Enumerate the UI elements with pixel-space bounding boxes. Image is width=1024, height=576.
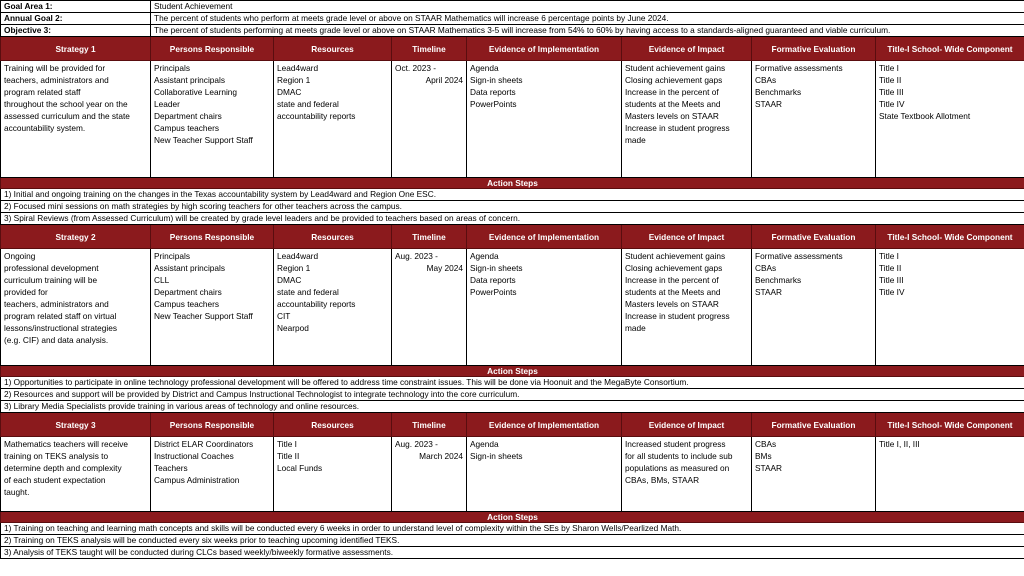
evidence-of-implementation-line: PowerPoints: [470, 287, 517, 297]
title-one-component-cell: [876, 61, 1024, 178]
resources-line: Title I: [277, 439, 297, 449]
formative-evaluation-line: STAAR: [755, 99, 783, 109]
strategy-body-row: [1, 249, 1024, 366]
formative-evaluation-line: BMs: [755, 451, 772, 461]
formative-evaluation-cell: [752, 249, 876, 366]
column-header-evidence-of-implementation: Evidence of Implementation: [467, 225, 622, 249]
persons-responsible-line: Campus teachers: [154, 123, 220, 133]
title-one-component-line: Title I, II, III: [879, 439, 920, 449]
persons-responsible-cell: [151, 61, 274, 178]
evidence-of-impact-line: Increase in student progress: [625, 123, 730, 133]
action-steps-label: Action Steps: [1, 178, 1024, 189]
action-steps-header-row: [1, 512, 1024, 523]
resources-line: Region 1: [277, 75, 311, 85]
goal-area-row: [1, 1, 1024, 13]
strategy-description-line: teachers, administrators and: [4, 75, 109, 85]
persons-responsible-line: Principals: [154, 251, 190, 261]
strategy-description-line: provided for: [4, 287, 48, 297]
formative-evaluation-line: STAAR: [755, 463, 783, 473]
resources-line: Title II: [277, 451, 300, 461]
evidence-of-impact-line: Increase in the percent of: [625, 87, 719, 97]
persons-responsible-line: Teachers: [154, 463, 188, 473]
resources-line: accountability reports: [277, 299, 356, 309]
evidence-of-implementation-line: Sign-in sheets: [470, 451, 523, 461]
evidence-of-impact-line: made: [625, 135, 646, 145]
timeline-line: May 2024: [426, 263, 463, 273]
formative-evaluation-line: Formative assessments: [755, 63, 843, 73]
strategy-label: Strategy 3: [1, 413, 151, 437]
resources-line: Lead4ward: [277, 63, 319, 73]
formative-evaluation-line: STAAR: [755, 287, 783, 297]
strategy-description-line: curriculum training will be: [4, 275, 98, 285]
title-one-component-line: Title III: [879, 275, 904, 285]
resources-line: state and federal: [277, 99, 339, 109]
persons-responsible-line: CLL: [154, 275, 170, 285]
goal-area-value: Student Achievement: [151, 1, 1024, 13]
resources-line: Nearpod: [277, 323, 309, 333]
resources-line: DMAC: [277, 87, 302, 97]
evidence-of-implementation-line: Agenda: [470, 251, 499, 261]
column-header-timeline: Timeline: [392, 413, 467, 437]
strategy-header-row: [1, 37, 1024, 61]
title-one-component-cell: [876, 249, 1024, 366]
strategy-description-line: accountability system.: [4, 123, 86, 133]
evidence-of-implementation-cell: [467, 61, 622, 178]
strategy-description-line: taught.: [4, 487, 30, 497]
resources-line: CIT: [277, 311, 291, 321]
evidence-of-impact-line: Increased student progress: [625, 439, 726, 449]
title-one-component-line: Title II: [879, 263, 902, 273]
persons-responsible-line: Department chairs: [154, 111, 222, 121]
objective-label: Objective 3:: [1, 25, 151, 37]
timeline-line: Oct. 2023 -: [395, 63, 437, 73]
title-one-component-line: Title IV: [879, 99, 905, 109]
annual-goal-label: Annual Goal 2:: [1, 13, 151, 25]
action-step-row: [1, 523, 1024, 535]
action-step-row: [1, 401, 1024, 413]
persons-responsible-line: District ELAR Coordinators: [154, 439, 254, 449]
column-header-persons-responsible: Persons Responsible: [151, 413, 274, 437]
strategy-description-line: of each student expectation: [4, 475, 106, 485]
formative-evaluation-cell: [752, 437, 876, 512]
column-header-title-one-component: Title-I School- Wide Component: [876, 413, 1024, 437]
annual-goal-value: The percent of students who perform at meets grade level or above on STAAR Mathematics will increase 6 percentage points by June 2024.: [151, 13, 1024, 25]
strategy-label: Strategy 2: [1, 225, 151, 249]
column-header-resources: Resources: [274, 37, 392, 61]
strategy-header-row: [1, 225, 1024, 249]
evidence-of-impact-line: Masters levels on STAAR: [625, 111, 719, 121]
column-header-evidence-of-impact: Evidence of Impact: [622, 413, 752, 437]
strategy-description-line: assessed curriculum and the state: [4, 111, 130, 121]
resources-cell: [274, 61, 392, 178]
action-step-row: [1, 389, 1024, 401]
evidence-of-impact-line: students at the Meets and: [625, 287, 721, 297]
annual-goal-row: [1, 13, 1024, 25]
title-one-component-line: Title I: [879, 63, 899, 73]
timeline-line: March 2024: [419, 451, 463, 461]
formative-evaluation-line: CBAs: [755, 439, 777, 449]
strategy-description-line: Ongoing: [4, 251, 36, 261]
persons-responsible-line: New Teacher Support Staff: [154, 311, 253, 321]
persons-responsible-line: Campus teachers: [154, 299, 220, 309]
title-one-component-cell: [876, 437, 1024, 512]
timeline-cell: [392, 61, 467, 178]
evidence-of-impact-line: populations as measured on: [625, 463, 730, 473]
title-one-component-line: State Textbook Allotment: [879, 111, 971, 121]
column-header-evidence-of-implementation: Evidence of Implementation: [467, 413, 622, 437]
persons-responsible-line: Assistant principals: [154, 75, 226, 85]
action-step-text: 2) Focused mini sessions on math strategies by high scoring teachers for other teachers across the campus.: [1, 201, 1024, 213]
formative-evaluation-line: Benchmarks: [755, 275, 802, 285]
action-step-row: [1, 535, 1024, 547]
strategy-description-line: throughout the school year on the: [4, 99, 128, 109]
formative-evaluation-line: Benchmarks: [755, 87, 802, 97]
resources-line: Local Funds: [277, 463, 323, 473]
strategy-header-row: [1, 413, 1024, 437]
resources-line: Lead4ward: [277, 251, 319, 261]
resources-cell: [274, 437, 392, 512]
formative-evaluation-line: CBAs: [755, 75, 777, 85]
evidence-of-implementation-line: Data reports: [470, 87, 516, 97]
action-step-row: [1, 213, 1024, 225]
evidence-of-impact-line: Increase in student progress: [625, 311, 730, 321]
persons-responsible-line: Assistant principals: [154, 263, 226, 273]
persons-responsible-line: New Teacher Support Staff: [154, 135, 253, 145]
timeline-line: Aug. 2023 -: [395, 251, 438, 261]
resources-line: DMAC: [277, 275, 302, 285]
evidence-of-impact-line: students at the Meets and: [625, 99, 721, 109]
action-step-row: [1, 547, 1024, 559]
column-header-evidence-of-impact: Evidence of Impact: [622, 37, 752, 61]
evidence-of-implementation-cell: [467, 437, 622, 512]
strategy-description-cell: [1, 249, 151, 366]
title-one-component-line: Title II: [879, 75, 902, 85]
evidence-of-impact-line: made: [625, 323, 646, 333]
strategy-description-line: Training will be provided for: [4, 63, 106, 73]
persons-responsible-line: Collaborative Learning: [154, 87, 238, 97]
persons-responsible-cell: [151, 437, 274, 512]
action-step-row: [1, 377, 1024, 389]
action-step-text: 1) Opportunities to participate in online technology professional development will be offered to address time constraint issues. This will be done via Hoonuit and the MegaByte Consortium.: [1, 377, 1024, 389]
column-header-resources: Resources: [274, 413, 392, 437]
evidence-of-impact-line: Masters levels on STAAR: [625, 299, 719, 309]
action-step-text: 2) Resources and support will be provided by District and Campus Instructional Technologist to integrate technology into the core curriculum.: [1, 389, 1024, 401]
strategy-description-line: professional development: [4, 263, 99, 273]
goal-area-label: Goal Area 1:: [1, 1, 151, 13]
action-step-text: 1) Initial and ongoing training on the changes in the Texas accountability system by Lead4ward and Region One ESC.: [1, 189, 1024, 201]
column-header-evidence-of-impact: Evidence of Impact: [622, 225, 752, 249]
strategy-body-row: [1, 437, 1024, 512]
persons-responsible-line: Instructional Coaches: [154, 451, 234, 461]
action-steps-label: Action Steps: [1, 366, 1024, 377]
column-header-persons-responsible: Persons Responsible: [151, 37, 274, 61]
strategy-description-line: teachers, administrators and: [4, 299, 109, 309]
strategy-description-line: determine depth and complexity: [4, 463, 122, 473]
evidence-of-impact-line: CBAs, BMs, STAAR: [625, 475, 700, 485]
column-header-formative-evaluation: Formative Evaluation: [752, 413, 876, 437]
column-header-timeline: Timeline: [392, 225, 467, 249]
evidence-of-implementation-line: PowerPoints: [470, 99, 517, 109]
strategy-description-line: training on TEKS analysis to: [4, 451, 109, 461]
strategy-description-line: (e.g. CIF) and data analysis.: [4, 335, 109, 345]
objective-value: The percent of students performing at meets grade level or above on STAAR Mathematics 3-5 will increase from 54% to 60% by having access to a standards-aligned guaranteed and viable curriculum.: [151, 25, 1024, 37]
column-header-resources: Resources: [274, 225, 392, 249]
objective-row: [1, 25, 1024, 37]
evidence-of-impact-line: for all students to include sub: [625, 451, 733, 461]
evidence-of-implementation-line: Agenda: [470, 63, 499, 73]
evidence-of-implementation-line: Sign-in sheets: [470, 75, 523, 85]
persons-responsible-line: Department chairs: [154, 287, 222, 297]
action-steps-header-row: [1, 178, 1024, 189]
strategy-body-row: [1, 61, 1024, 178]
strategy-description-line: Mathematics teachers will receive: [4, 439, 129, 449]
action-steps-header-row: [1, 366, 1024, 377]
column-header-formative-evaluation: Formative Evaluation: [752, 225, 876, 249]
strategy-description-line: lessons/instructional strategies: [4, 323, 117, 333]
column-header-title-one-component: Title-I School- Wide Component: [876, 37, 1024, 61]
action-step-row: [1, 189, 1024, 201]
strategy-description-cell: [1, 61, 151, 178]
action-steps-label: Action Steps: [1, 512, 1024, 523]
action-step-text: 3) Library Media Specialists provide training in various areas of technology and online resources.: [1, 401, 1024, 413]
persons-responsible-cell: [151, 249, 274, 366]
resources-line: accountability reports: [277, 111, 356, 121]
resources-cell: [274, 249, 392, 366]
evidence-of-impact-cell: [622, 437, 752, 512]
timeline-line: April 2024: [425, 75, 463, 85]
timeline-line: Aug. 2023 -: [395, 439, 438, 449]
timeline-cell: [392, 437, 467, 512]
column-header-evidence-of-implementation: Evidence of Implementation: [467, 37, 622, 61]
evidence-of-implementation-line: Sign-in sheets: [470, 263, 523, 273]
action-step-text: 2) Training on TEKS analysis will be conducted every six weeks prior to teaching upcoming identified TEKS.: [1, 535, 1024, 547]
strategy-label: Strategy 1: [1, 37, 151, 61]
action-step-row: [1, 201, 1024, 213]
persons-responsible-line: Principals: [154, 63, 190, 73]
strategy-description-line: program related staff: [4, 87, 81, 97]
evidence-of-impact-line: Closing achievement gaps: [625, 263, 723, 273]
column-header-timeline: Timeline: [392, 37, 467, 61]
evidence-of-impact-line: Increase in the percent of: [625, 275, 719, 285]
resources-line: Region 1: [277, 263, 311, 273]
title-one-component-line: Title III: [879, 87, 904, 97]
column-header-formative-evaluation: Formative Evaluation: [752, 37, 876, 61]
evidence-of-impact-cell: [622, 61, 752, 178]
resources-line: state and federal: [277, 287, 339, 297]
formative-evaluation-line: Formative assessments: [755, 251, 843, 261]
column-header-persons-responsible: Persons Responsible: [151, 225, 274, 249]
evidence-of-implementation-line: Data reports: [470, 275, 516, 285]
evidence-of-impact-line: Student achievement gains: [625, 63, 726, 73]
evidence-of-implementation-cell: [467, 249, 622, 366]
formative-evaluation-cell: [752, 61, 876, 178]
title-one-component-line: Title IV: [879, 287, 905, 297]
action-step-text: 3) Spiral Reviews (from Assessed Curriculum) will be created by grade level leaders and be provided to teachers based on areas of concern.: [1, 213, 1024, 225]
column-header-title-one-component: Title-I School- Wide Component: [876, 225, 1024, 249]
action-step-text: 1) Training on teaching and learning math concepts and skills will be conducted every 6 weeks in order to understand level of complexity within the SEs by Sharon Wells/Pearlized Math.: [1, 523, 1024, 535]
timeline-cell: [392, 249, 467, 366]
strategy-description-line: program related staff on virtual: [4, 311, 117, 321]
evidence-of-impact-line: Closing achievement gaps: [625, 75, 723, 85]
formative-evaluation-line: CBAs: [755, 263, 777, 273]
persons-responsible-line: Leader: [154, 99, 180, 109]
evidence-of-impact-cell: [622, 249, 752, 366]
action-step-text: 3) Analysis of TEKS taught will be conducted during CLCs based weekly/biweekly formative assessments.: [1, 547, 1024, 559]
evidence-of-implementation-line: Agenda: [470, 439, 499, 449]
strategy-description-cell: [1, 437, 151, 512]
persons-responsible-line: Campus Administration: [154, 475, 240, 485]
evidence-of-impact-line: Student achievement gains: [625, 251, 726, 261]
title-one-component-line: Title I: [879, 251, 899, 261]
